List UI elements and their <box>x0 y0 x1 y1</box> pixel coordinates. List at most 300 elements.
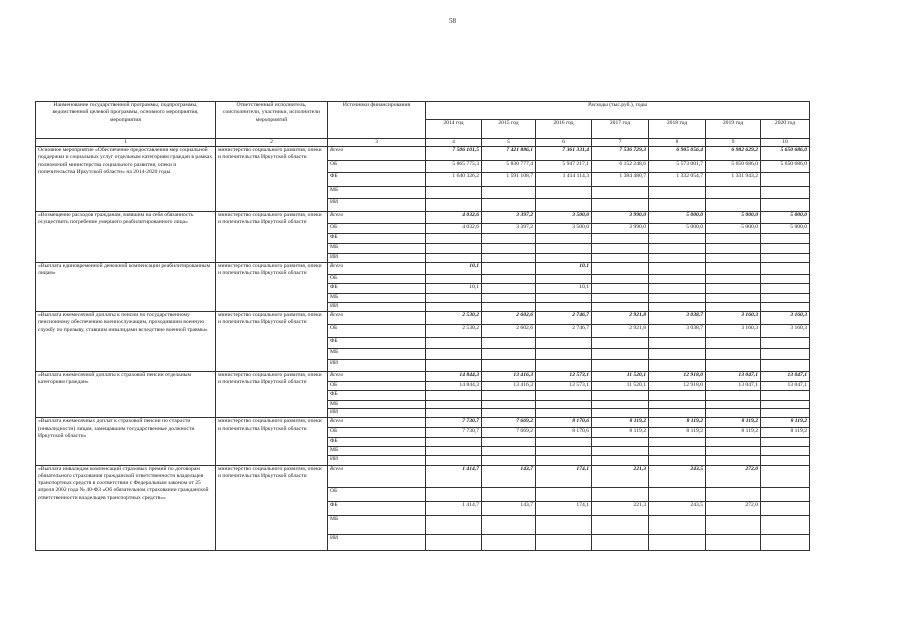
expense-value: 5 650 686,0 <box>761 147 810 161</box>
expense-value: 5 000,0 <box>706 224 761 234</box>
expense-value: 2 746,7 <box>536 325 592 338</box>
funding-source: ИИ <box>328 360 426 372</box>
expense-value <box>706 254 761 263</box>
funding-source: ИИ <box>328 303 426 312</box>
expense-value <box>426 244 482 254</box>
expense-value <box>706 487 761 501</box>
year-2017: 2017 год <box>592 120 649 139</box>
expense-value <box>592 303 649 312</box>
expense-value <box>761 244 810 254</box>
measure-name: Основное мероприятие «Обеспечение предоставления мер социальной поддержки и социальных услуг отдельным категориям граждан в рамках полномочий министерства социального развития, опеки и попечительства Иркутской области» на 2014-2020 годы <box>36 147 216 212</box>
expense-value <box>761 515 810 534</box>
expense-value <box>761 487 810 501</box>
expense-value <box>706 349 761 360</box>
expense-value <box>592 294 649 303</box>
expense-value: 13 047,1 <box>761 382 810 391</box>
expense-value <box>761 447 810 455</box>
expense-value <box>592 438 649 447</box>
expense-value <box>649 515 706 534</box>
expense-value: 11 520,1 <box>592 382 649 391</box>
funding-source: МБ <box>328 447 426 455</box>
expense-value: 2 602,6 <box>482 312 536 325</box>
expense-value <box>536 401 592 409</box>
expense-value <box>649 244 706 254</box>
funding-source: ФБ <box>328 284 426 294</box>
expense-value: 14 844,3 <box>426 382 482 391</box>
expense-value: 8 170,6 <box>536 418 592 428</box>
measure-name: «Возмещение расходов гражданам, взявшим на себя обязанность осуществить погребение умершего реабилитированного лица» <box>36 212 216 263</box>
header-source: Источники финансирования <box>328 102 426 139</box>
expense-value <box>592 515 649 534</box>
funding-source: ОБ <box>328 275 426 284</box>
funding-source: ИИ <box>328 254 426 263</box>
expense-value: 1 591 108,7 <box>482 173 536 187</box>
expense-value <box>649 447 706 455</box>
expense-value <box>649 187 706 199</box>
col-num: 10 <box>761 139 810 147</box>
expense-value <box>706 401 761 409</box>
expense-value: 243,5 <box>649 465 706 487</box>
expense-value <box>761 401 810 409</box>
funding-source: МБ <box>328 294 426 303</box>
funding-source: МБ <box>328 187 426 199</box>
expense-value: 10,1 <box>426 263 482 275</box>
expense-value: 13 416,3 <box>482 372 536 382</box>
expense-value <box>426 234 482 244</box>
expense-value <box>426 275 482 284</box>
expense-value <box>592 244 649 254</box>
col-num: 5 <box>482 139 536 147</box>
expense-value <box>649 263 706 275</box>
expense-value <box>706 303 761 312</box>
expense-value <box>761 409 810 418</box>
expense-value: 8 119,2 <box>592 418 649 428</box>
responsible-executor: министерство социального развития, опеки и попечительства Иркутской области <box>216 418 328 465</box>
expense-value <box>426 303 482 312</box>
expense-value: 1 331 943,2 <box>706 173 761 187</box>
expense-value <box>649 338 706 349</box>
funding-source: Всего <box>328 372 426 382</box>
expense-value <box>761 173 810 187</box>
expense-value: 3 990,0 <box>592 224 649 234</box>
expense-value: 12 573,1 <box>536 382 592 391</box>
expense-value: 7 536 729,3 <box>592 147 649 161</box>
funding-source: ИИ <box>328 199 426 212</box>
expense-value: 5 830 777,4 <box>482 161 536 173</box>
funding-source: ФБ <box>328 234 426 244</box>
expense-value: 6 152 248,6 <box>592 161 649 173</box>
expense-value: 8 170,6 <box>536 428 592 438</box>
year-2020: 2020 год <box>761 120 810 139</box>
expense-value <box>536 338 592 349</box>
expense-value <box>649 294 706 303</box>
expense-value <box>536 447 592 455</box>
expense-value <box>482 284 536 294</box>
expense-value <box>592 254 649 263</box>
expense-value: 1 332 054,7 <box>649 173 706 187</box>
expense-value: 221,3 <box>592 465 649 487</box>
expense-value: 174,1 <box>536 465 592 487</box>
expense-value: 221,3 <box>592 501 649 515</box>
expense-value: 2 746,7 <box>536 312 592 325</box>
expense-value <box>536 455 592 465</box>
funding-source: ФБ <box>328 173 426 187</box>
expense-value <box>761 455 810 465</box>
expense-value: 12 573,1 <box>536 372 592 382</box>
expense-value <box>482 263 536 275</box>
expense-value <box>536 294 592 303</box>
funding-source: ОБ <box>328 382 426 391</box>
expense-value <box>536 515 592 534</box>
expense-value: 3 160,3 <box>761 325 810 338</box>
expense-value: 3 038,7 <box>649 312 706 325</box>
expense-value: 7 730,7 <box>426 418 482 428</box>
responsible-executor: министерство социального развития, опеки и попечительства Иркутской области <box>216 465 328 550</box>
year-2015: 2015 год <box>482 120 536 139</box>
expense-value <box>482 391 536 401</box>
expense-value: 6 905 056,4 <box>649 147 706 161</box>
expense-value: 3 038,7 <box>649 325 706 338</box>
year-2018: 2018 год <box>649 120 706 139</box>
expense-value <box>592 409 649 418</box>
expense-value: 13 047,1 <box>706 372 761 382</box>
col-num: 9 <box>706 139 761 147</box>
funding-source: Всего <box>328 418 426 428</box>
expense-value <box>649 401 706 409</box>
expense-value <box>426 360 482 372</box>
measure-name: «Выплата ежемесячной доплаты к пенсии по государственному пенсионному обеспечению военнослужащим, проходившим военную службу по призыву, ставшим инвалидами вследствие военной травмы» <box>36 312 216 372</box>
expense-value: 1 640 326,2 <box>426 173 482 187</box>
expense-value: 5 865 775,3 <box>426 161 482 173</box>
responsible-executor: министерство социального развития, опеки и попечительства Иркутской области <box>216 372 328 418</box>
expense-value <box>761 338 810 349</box>
expense-value: 7 506 101,5 <box>426 147 482 161</box>
expense-value <box>706 455 761 465</box>
header-name: Наименование государственной программы, подпрограммы, ведомственной целевой программы, основного мероприятия, мероприятия <box>36 102 216 139</box>
expense-value <box>761 391 810 401</box>
expense-value <box>482 455 536 465</box>
expense-value <box>592 360 649 372</box>
funding-source: ОБ <box>328 428 426 438</box>
expense-value: 13 416,3 <box>482 382 536 391</box>
expense-value <box>536 303 592 312</box>
funding-source: ИИ <box>328 409 426 418</box>
expense-value: 7 669,2 <box>482 418 536 428</box>
measure-name: «Выплата инвалидам компенсаций страховых премий по договорам обязательного страхования гражданской ответственности владельцев транспортных средств в соответствии с Федеральным законом от 25 апреля 2002 года № 40-ФЗ «Об обязательном страховании гражданской ответственности владельцев транспортных средств»» <box>36 465 216 550</box>
expense-value <box>706 275 761 284</box>
expense-value: 6 982 629,2 <box>706 147 761 161</box>
expense-value <box>706 515 761 534</box>
funding-source: МБ <box>328 401 426 409</box>
expense-value: 4 032,6 <box>426 212 482 224</box>
expense-value <box>536 234 592 244</box>
expense-value: 3 397,2 <box>482 212 536 224</box>
expense-value: 143,7 <box>482 501 536 515</box>
expense-value <box>706 234 761 244</box>
column-numbers-row <box>36 139 810 147</box>
expense-value <box>761 187 810 199</box>
expense-value <box>426 187 482 199</box>
expense-value: 174,1 <box>536 501 592 515</box>
expense-value: 10,1 <box>536 284 592 294</box>
expense-value <box>536 275 592 284</box>
expense-value <box>761 465 810 487</box>
funding-source: ФБ <box>328 391 426 401</box>
expense-value <box>536 187 592 199</box>
expense-value: 2 530,2 <box>426 325 482 338</box>
expense-value <box>482 294 536 303</box>
expense-value <box>706 187 761 199</box>
expense-value: 11 520,1 <box>592 372 649 382</box>
header-expenses: Расходы (тыс.руб.), годы <box>426 102 810 120</box>
expense-value: 7 730,7 <box>426 428 482 438</box>
expense-value <box>482 244 536 254</box>
expense-value <box>482 303 536 312</box>
funding-source: ОБ <box>328 161 426 173</box>
header-row <box>36 102 810 120</box>
expense-value <box>649 438 706 447</box>
expense-value <box>706 263 761 275</box>
expense-value: 3 160,3 <box>761 312 810 325</box>
table-row <box>36 212 810 224</box>
table-row <box>36 263 810 275</box>
expense-value: 5 000,0 <box>761 224 810 234</box>
expense-value <box>426 409 482 418</box>
expense-value <box>426 515 482 534</box>
expense-value <box>592 455 649 465</box>
expense-value: 1 414,7 <box>426 501 482 515</box>
funding-source: ИИ <box>328 455 426 465</box>
expense-value: 7 669,2 <box>482 428 536 438</box>
expense-value <box>536 409 592 418</box>
expense-value: 3 160,3 <box>706 312 761 325</box>
expense-value <box>482 338 536 349</box>
expense-value: 7 421 886,1 <box>482 147 536 161</box>
expense-value <box>592 349 649 360</box>
expense-value <box>482 515 536 534</box>
expense-value <box>761 349 810 360</box>
expense-value <box>482 254 536 263</box>
expense-value <box>426 438 482 447</box>
expense-value <box>761 254 810 263</box>
expense-value <box>649 275 706 284</box>
expense-value <box>592 275 649 284</box>
expense-value: 2 602,6 <box>482 325 536 338</box>
col-num: 2 <box>216 139 328 147</box>
expense-value <box>426 455 482 465</box>
expense-value: 3 500,0 <box>536 212 592 224</box>
expense-value <box>706 338 761 349</box>
measure-name: «Выплата ежемесячных доплат к страховой пенсии по старости (инвалидности) лицам, замещавшим государственные должности Иркутской области» <box>36 418 216 465</box>
col-num: 8 <box>649 139 706 147</box>
expense-value <box>649 455 706 465</box>
expense-value <box>592 338 649 349</box>
funding-source: ФБ <box>328 338 426 349</box>
expense-value <box>426 349 482 360</box>
measure-name: «Выплата единовременной денежной компенсации реабилитированным лицам» <box>36 263 216 312</box>
expense-value: 5 947 217,1 <box>536 161 592 173</box>
expense-value <box>649 303 706 312</box>
expense-value: 8 119,2 <box>706 418 761 428</box>
expense-value <box>706 284 761 294</box>
expense-value <box>482 438 536 447</box>
expense-value <box>536 199 592 212</box>
responsible-executor: министерство социального развития, опеки и попечительства Иркутской области <box>216 263 328 312</box>
expense-value <box>536 391 592 401</box>
expense-value: 3 990,0 <box>592 212 649 224</box>
expense-value <box>482 275 536 284</box>
expense-value <box>536 349 592 360</box>
expense-value <box>592 199 649 212</box>
expense-value: 3 397,2 <box>482 224 536 234</box>
expense-value <box>706 360 761 372</box>
col-num: 3 <box>328 139 426 147</box>
expense-value <box>592 447 649 455</box>
expense-value <box>761 263 810 275</box>
col-num: 6 <box>536 139 592 147</box>
table-row <box>36 465 810 487</box>
funding-source: ОБ <box>328 224 426 234</box>
expense-value <box>592 401 649 409</box>
expense-value: 5 650 686,0 <box>706 161 761 173</box>
expense-value <box>592 187 649 199</box>
expense-value <box>706 244 761 254</box>
expense-value: 4 032,6 <box>426 224 482 234</box>
expense-value: 3 160,3 <box>706 325 761 338</box>
expense-value <box>426 338 482 349</box>
expense-value: 7 361 331,4 <box>536 147 592 161</box>
expense-value: 2 921,8 <box>592 312 649 325</box>
expense-value: 10,1 <box>536 263 592 275</box>
expense-value <box>649 409 706 418</box>
expense-value: 8 119,2 <box>649 418 706 428</box>
expense-value <box>482 487 536 501</box>
responsible-executor: министерство социального развития, опеки и попечительства Иркутской области <box>216 312 328 372</box>
expense-value: 1 414 114,3 <box>536 173 592 187</box>
page-number: 58 <box>449 17 456 25</box>
expense-value: 10,1 <box>426 284 482 294</box>
expense-value <box>482 409 536 418</box>
expense-value <box>482 534 536 550</box>
expense-value: 2 530,2 <box>426 312 482 325</box>
year-2019: 2019 год <box>706 120 761 139</box>
expense-value <box>592 391 649 401</box>
year-2016: 2016 год <box>536 120 592 139</box>
expense-value: 5 573 001,7 <box>649 161 706 173</box>
funding-source: ОБ <box>328 487 426 501</box>
expense-value <box>706 534 761 550</box>
expense-value <box>536 487 592 501</box>
responsible-executor: министерство социального развития, опеки и попечительства Иркутской области <box>216 147 328 212</box>
measure-name: «Выплата ежемесячной доплаты к страховой пенсии отдельным категориям граждан» <box>36 372 216 418</box>
funding-source: ФБ <box>328 438 426 447</box>
expense-value: 272,0 <box>706 465 761 487</box>
expense-value <box>706 409 761 418</box>
funding-source: ФБ <box>328 501 426 515</box>
expense-value <box>536 534 592 550</box>
funding-source: Всего <box>328 263 426 275</box>
expense-value: 1 414,7 <box>426 465 482 487</box>
funding-source: ИИ <box>328 534 426 550</box>
expense-value <box>649 360 706 372</box>
expense-value <box>592 487 649 501</box>
expense-value: 1 384 480,7 <box>592 173 649 187</box>
expense-value: 8 119,2 <box>761 418 810 428</box>
expense-value: 8 119,2 <box>761 428 810 438</box>
expense-value <box>482 360 536 372</box>
expense-value: 12 918,0 <box>649 382 706 391</box>
expense-value: 5 000,0 <box>706 212 761 224</box>
expense-value <box>482 234 536 244</box>
expense-value <box>761 199 810 212</box>
expense-value <box>482 199 536 212</box>
expense-value <box>482 187 536 199</box>
expense-value: 243,5 <box>649 501 706 515</box>
expense-value <box>592 534 649 550</box>
expense-value <box>706 438 761 447</box>
expense-value: 8 119,2 <box>706 428 761 438</box>
expense-value <box>761 303 810 312</box>
expense-value <box>592 263 649 275</box>
expense-value: 13 047,1 <box>706 382 761 391</box>
col-num: 4 <box>426 139 482 147</box>
budget-table <box>35 101 810 551</box>
funding-source: ОБ <box>328 325 426 338</box>
expense-value: 5 000,0 <box>761 212 810 224</box>
expense-value: 272,0 <box>706 501 761 515</box>
expense-value: 8 119,2 <box>649 428 706 438</box>
expense-value <box>649 284 706 294</box>
expense-value: 3 500,0 <box>536 224 592 234</box>
expense-value <box>706 447 761 455</box>
expense-value <box>536 360 592 372</box>
expense-value <box>706 391 761 401</box>
expense-value <box>426 391 482 401</box>
funding-source: Всего <box>328 147 426 161</box>
expense-value <box>649 254 706 263</box>
expense-value: 13 047,1 <box>761 372 810 382</box>
funding-source: Всего <box>328 212 426 224</box>
expense-value: 5 650 686,0 <box>761 161 810 173</box>
expense-value <box>482 447 536 455</box>
header-responsible: Ответственный исполнитель, соисполнители, участники, исполнители мероприятий <box>216 102 328 139</box>
table-row <box>36 147 810 161</box>
expense-value <box>592 234 649 244</box>
expense-value: 143,7 <box>482 465 536 487</box>
table-row <box>36 312 810 325</box>
funding-source: Всего <box>328 312 426 325</box>
col-num: 7 <box>592 139 649 147</box>
expense-value <box>649 199 706 212</box>
expense-value <box>649 349 706 360</box>
expense-value <box>592 284 649 294</box>
expense-value <box>536 244 592 254</box>
expense-value <box>649 391 706 401</box>
expense-value <box>649 534 706 550</box>
funding-source: МБ <box>328 349 426 360</box>
expense-value <box>536 254 592 263</box>
expense-value <box>536 438 592 447</box>
expense-value <box>482 349 536 360</box>
expense-value <box>426 487 482 501</box>
expense-value <box>761 438 810 447</box>
expense-value: 14 844,3 <box>426 372 482 382</box>
expense-value <box>482 401 536 409</box>
expense-value <box>761 284 810 294</box>
expense-value <box>761 275 810 284</box>
expense-value <box>426 401 482 409</box>
expense-value: 5 000,0 <box>649 212 706 224</box>
